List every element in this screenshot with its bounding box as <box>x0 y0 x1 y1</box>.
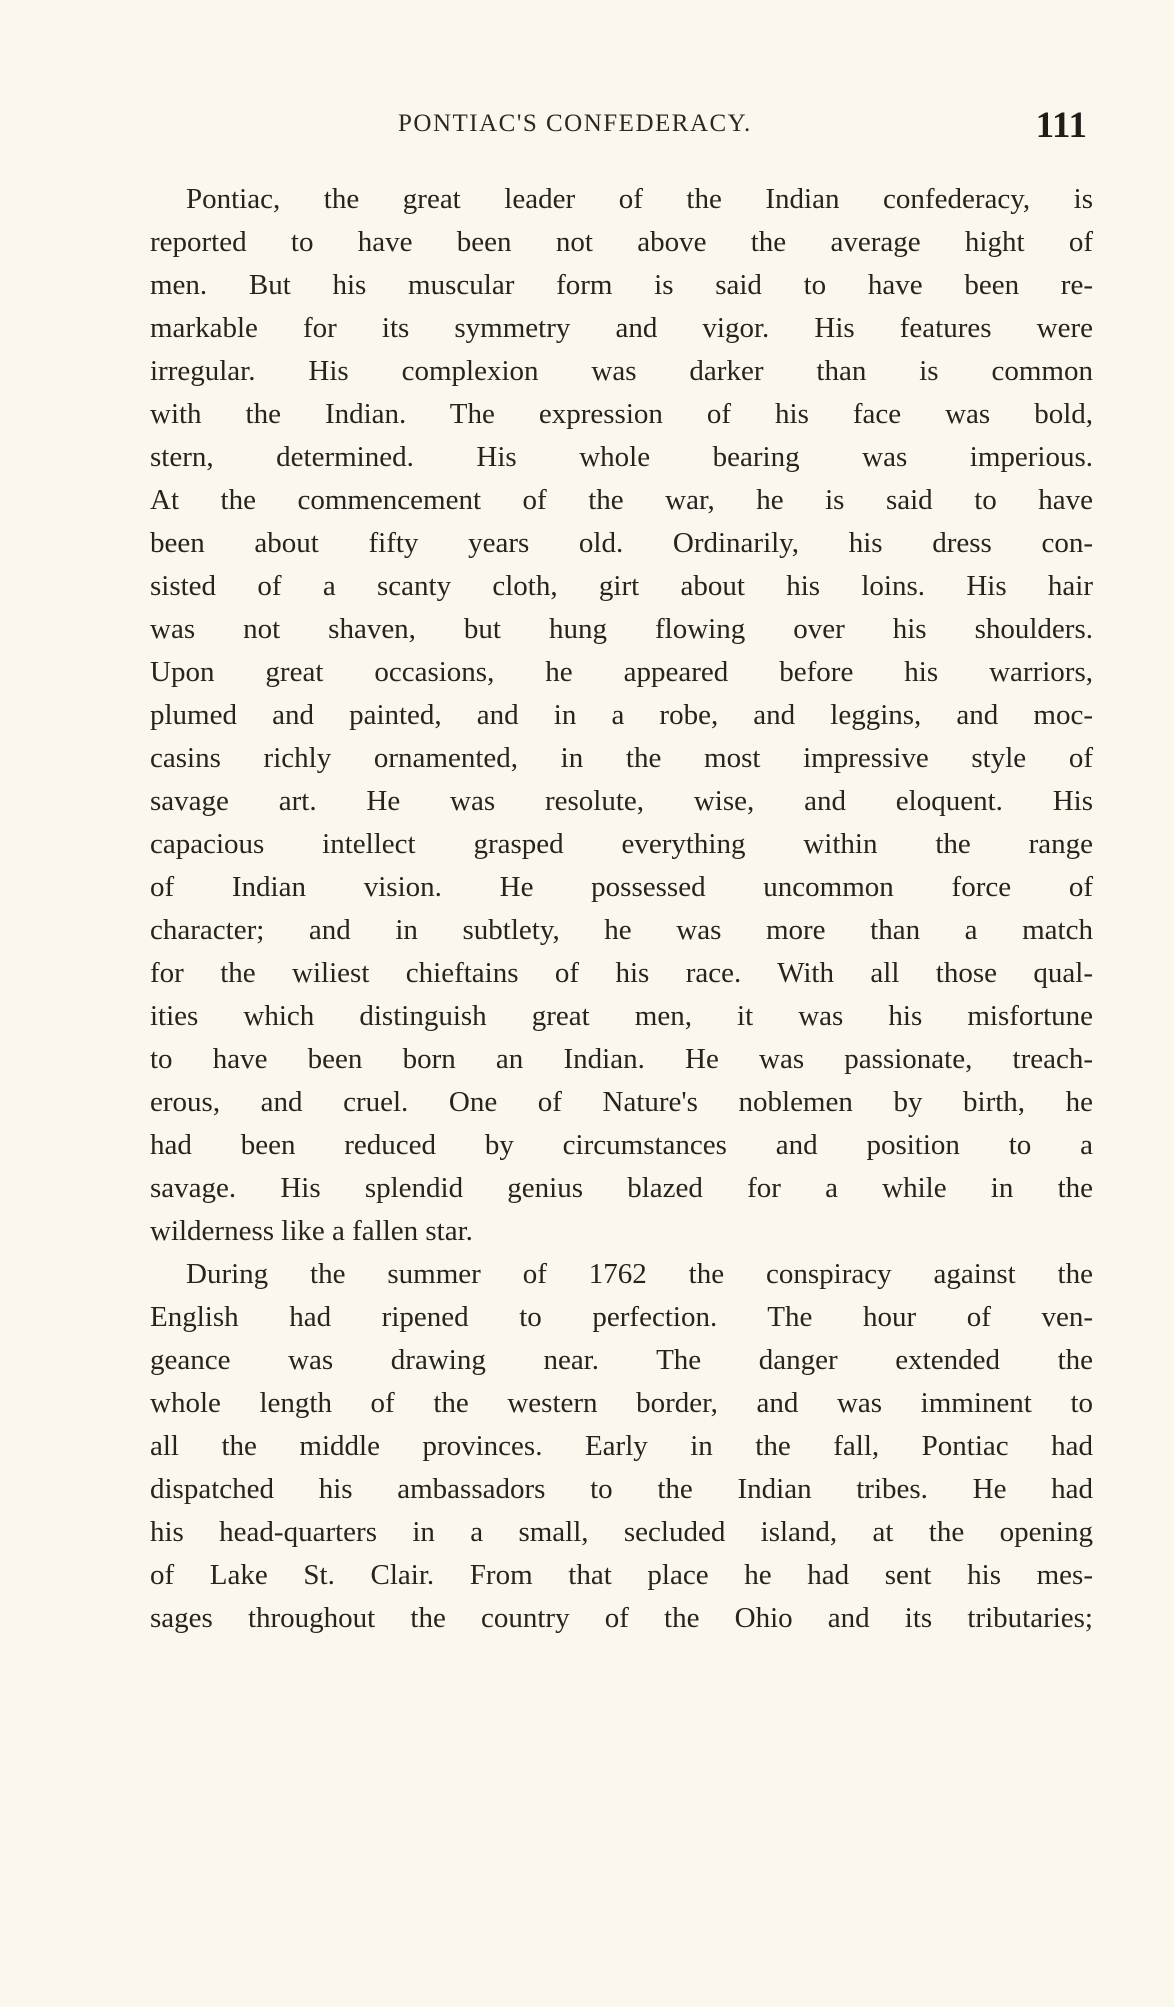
text-line: been about fifty years old. Ordinarily, his dress con- <box>150 527 1093 559</box>
page-number: 111 <box>1035 105 1087 146</box>
text-line: reported to have been not above the average hight of <box>150 226 1093 258</box>
text-line: had been reduced by circumstances and position to a <box>150 1129 1093 1161</box>
text-line: sisted of a scanty cloth, girt about his loins. His hair <box>150 570 1093 602</box>
text-line: to have been born an Indian. He was passionate, treach- <box>150 1043 1093 1075</box>
text-line: was not shaven, but hung flowing over his shoulders. <box>150 613 1093 645</box>
text-line: geance was drawing near. The danger extended the <box>150 1344 1093 1376</box>
text-line: English had ripened to perfection. The hour of ven- <box>150 1301 1093 1333</box>
text-line: character; and in subtlety, he was more than a match <box>150 914 1093 946</box>
text-line: savage art. He was resolute, wise, and eloquent. His <box>150 785 1093 817</box>
text-line: with the Indian. The expression of his face was bold, <box>150 398 1093 430</box>
paragraph-2 <box>150 1253 1093 1640</box>
text-line: his head-quarters in a small, secluded island, at the opening <box>150 1516 1093 1548</box>
text-line: wilderness like a fallen star. <box>150 1215 473 1247</box>
text-line: During the summer of 1762 the conspiracy against the <box>186 1258 1093 1290</box>
body-text <box>150 178 1093 1640</box>
running-head <box>150 105 1093 158</box>
text-line: all the middle provinces. Early in the fall, Pontiac had <box>150 1430 1093 1462</box>
text-line: markable for its symmetry and vigor. His features were <box>150 312 1093 344</box>
text-line: dispatched his ambassadors to the Indian tribes. He had <box>150 1473 1093 1505</box>
text-line: whole length of the western border, and was imminent to <box>150 1387 1093 1419</box>
text-line: irregular. His complexion was darker than is common <box>150 355 1093 387</box>
text-line: Upon great occasions, he appeared before his warriors, <box>150 656 1093 688</box>
text-line: ities which distinguish great men, it was his misfortune <box>150 1000 1093 1032</box>
text-line: erous, and cruel. One of Nature's noblemen by birth, he <box>150 1086 1093 1118</box>
text-line: sages throughout the country of the Ohio and its tributaries; <box>150 1602 1093 1634</box>
text-line: men. But his muscular form is said to have been re- <box>150 269 1093 301</box>
running-title: PONTIAC'S CONFEDERACY. <box>398 110 752 137</box>
text-line: At the commencement of the war, he is said to have <box>150 484 1093 516</box>
paragraph-1 <box>150 178 1093 1253</box>
text-line: plumed and painted, and in a robe, and leggins, and moc- <box>150 699 1093 731</box>
text-line: capacious intellect grasped everything within the range <box>150 828 1093 860</box>
text-line: of Indian vision. He possessed uncommon force of <box>150 871 1093 903</box>
text-line: casins richly ornamented, in the most impressive style of <box>150 742 1093 774</box>
text-line: savage. His splendid genius blazed for a while in the <box>150 1172 1093 1204</box>
text-line: of Lake St. Clair. From that place he had sent his mes- <box>150 1559 1093 1591</box>
text-line: Pontiac, the great leader of the Indian confederacy, is <box>186 183 1093 215</box>
text-line: for the wiliest chieftains of his race. With all those qual- <box>150 957 1093 989</box>
text-line: stern, determined. His whole bearing was imperious. <box>150 441 1093 473</box>
